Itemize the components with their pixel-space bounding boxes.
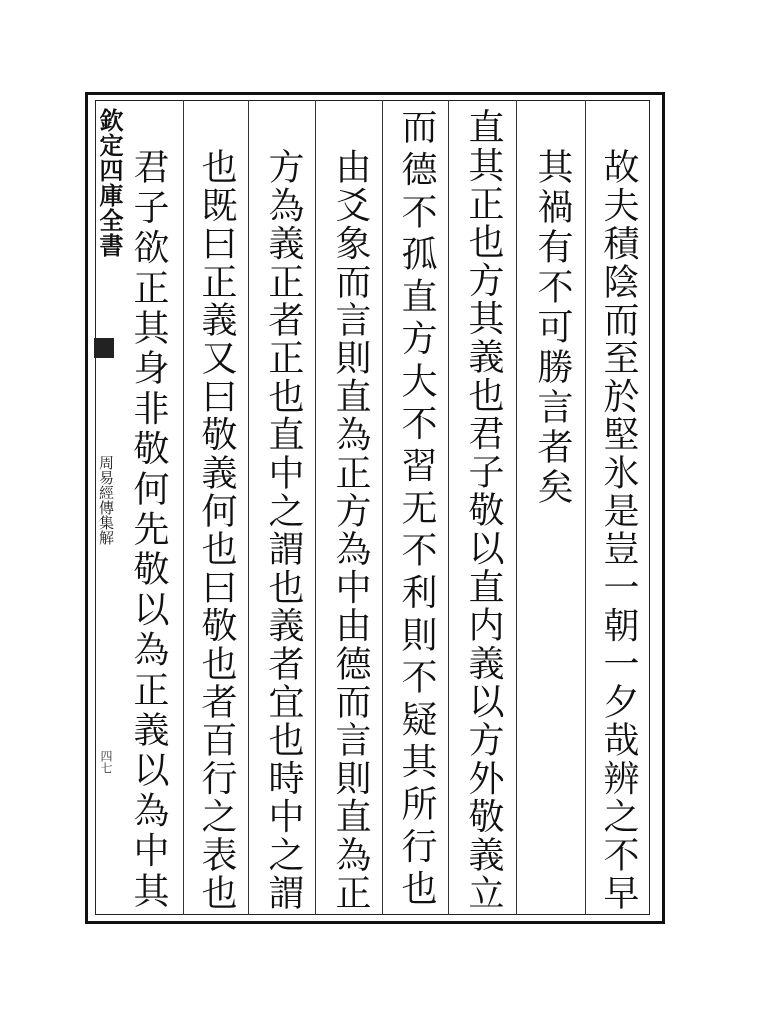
column-divider bbox=[382, 100, 383, 915]
text-column-5: 由爻象而言則直為正方為中由德而言則直為正 bbox=[330, 148, 371, 912]
column-divider bbox=[516, 100, 517, 915]
column-divider bbox=[248, 100, 249, 915]
column-divider bbox=[448, 100, 449, 915]
margin-page-number: 四七 bbox=[99, 750, 113, 774]
column-divider bbox=[315, 100, 316, 915]
text-column-8: 君子欲正其身非敬何先敬以為正義以為中其 bbox=[128, 148, 169, 912]
text-column-2: 其禍有不可勝言者矣 bbox=[532, 148, 573, 508]
fishtail-mark bbox=[94, 338, 114, 358]
text-column-4: 而德不孤直方大不習无不利則不疑其所行也 bbox=[396, 108, 437, 912]
margin-book-title: 周易經傳集解 bbox=[97, 455, 115, 545]
column-divider bbox=[183, 100, 184, 915]
text-column-6: 方為義正者正也直中之謂也義者宜也時中之謂 bbox=[263, 148, 304, 912]
margin-title: 欽定四庫全書 bbox=[95, 108, 124, 258]
text-column-1: 故夫積陰而至於堅氷是豈一朝一夕哉辨之不早 bbox=[598, 148, 639, 912]
column-divider bbox=[585, 100, 586, 915]
text-column-7: 也既曰正義又曰敬義何也曰敬也者百行之表也 bbox=[196, 148, 237, 912]
text-column-3: 直其正也方其義也君子敬以直内義以方外敬義立 bbox=[463, 108, 504, 913]
